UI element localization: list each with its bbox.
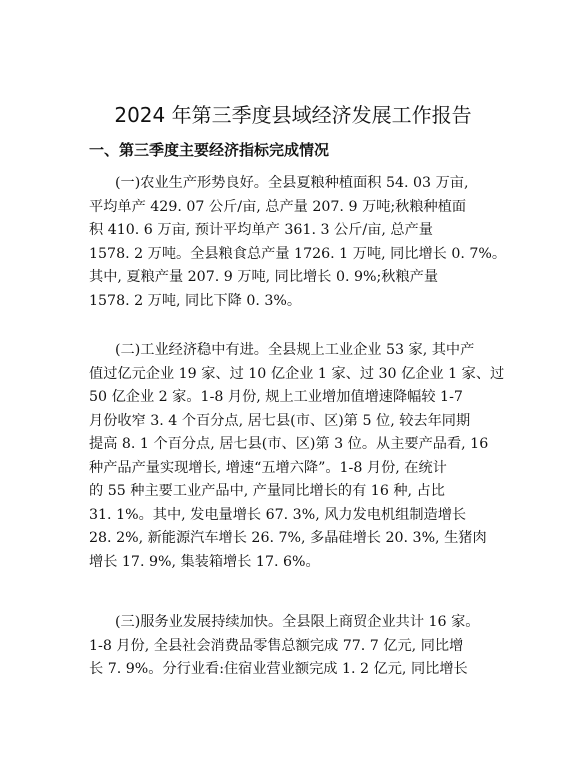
paragraph-line: 平均单产 429. 07 公斤/亩, 总产量 207. 9 万吨;秋粮种植面 <box>89 198 467 215</box>
paragraph-line: 积 410. 6 万亩, 预计平均单产 361. 3 公斤/亩, 总产量 <box>89 222 433 238</box>
paragraph-line: 的 55 种主要工业产品中, 产量同比增长的有 16 种, 占比 <box>89 483 445 499</box>
section-heading: 一、第三季度主要经济指标完成情况 <box>89 141 330 159</box>
paragraph-services <box>89 611 501 682</box>
paragraph-line: 增长 17. 9%, 集装箱增长 17. 6%。 <box>89 553 320 570</box>
document-title: 2024 年第三季度县域经济发展工作报告 <box>114 103 472 127</box>
paragraph-line: (一)农业生产形势良好。全县夏粮种植面积 54. 03 万亩, <box>115 175 469 191</box>
paragraph-line: 其中, 夏粮产量 207. 9 万吨, 同比增长 0. 9%;秋粮产量 <box>89 269 439 285</box>
paragraph-agriculture <box>89 172 507 313</box>
paragraph-line: 长 7. 9%。分行业看:住宿业营业额完成 1. 2 亿元, 同比增长 <box>89 661 468 677</box>
paragraph-industry <box>89 339 505 574</box>
paragraph-line: 1578. 2 万吨, 同比下降 0. 3%。 <box>89 292 302 309</box>
paragraph-line: (三)服务业发展持续加快。全县限上商贸企业共计 16 家。 <box>115 614 480 630</box>
paragraph-line: 月份收窄 3. 4 个百分点, 居七县(市、区)第 5 位, 较去年同期 <box>89 412 471 429</box>
paragraph-line: (二)工业经济稳中有进。全县规上工业企业 53 家, 其中产 <box>115 342 475 358</box>
paragraph-line: 1578. 2 万吨。全县粮食总产量 1726. 1 万吨, 同比增长 0. 7%。 <box>89 245 507 262</box>
paragraph-line: 种产品产量实现增长, 增速“五增六降”。1-8 月份, 在统计 <box>89 459 447 476</box>
paragraph-line: 28. 2%, 新能源汽车增长 26. 7%, 多晶硅增长 20. 3%, 生猪肉 <box>89 530 487 546</box>
paragraph-line: 50 亿企业 2 家。1-8 月份, 规上工业增加值增速降幅较 1-7 <box>89 389 463 405</box>
paragraph-line: 值过亿元企业 19 家、过 10 亿企业 1 家、过 30 亿企业 1 家、过 <box>89 365 505 382</box>
paragraph-line: 提高 8. 1 个百分点, 居七县(市、区)第 3 位。从主要产品看, 16 <box>89 436 489 452</box>
paragraph-line: 1-8 月份, 全县社会消费品零售总额完成 77. 7 亿元, 同比增 <box>89 637 464 654</box>
paragraph-line: 31. 1%。其中, 发电量增长 67. 3%, 风力发电机组制造增长 <box>89 506 467 523</box>
